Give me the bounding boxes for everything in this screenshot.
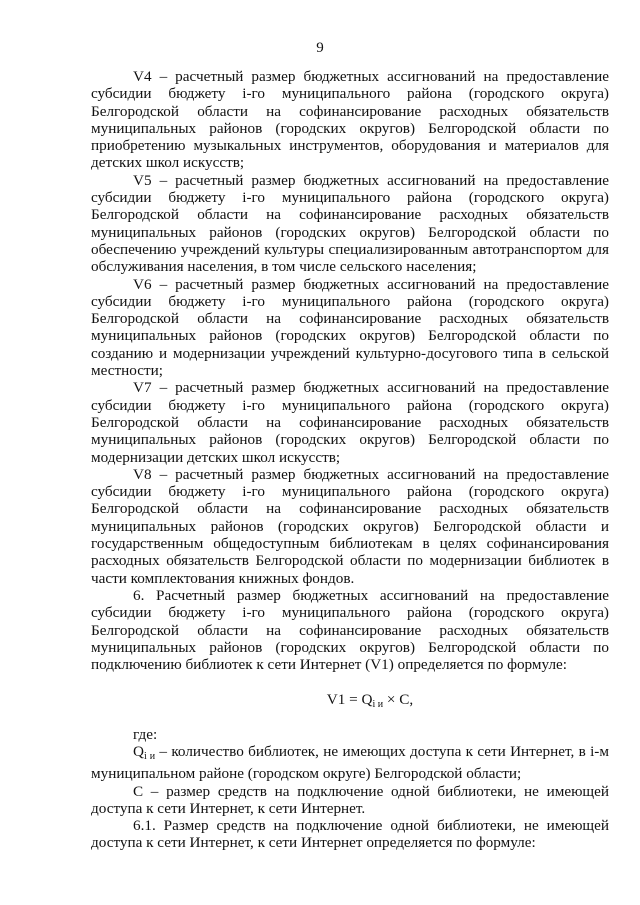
definition-q-symbol: Q <box>133 742 144 760</box>
paragraph-6: 6. Расчетный размер бюджетных ассигнований на предоставление субсидии бюджету i-го муниципального района (городского округа) Белгородской области на софинансирование расходных обязательств муниципальных районов (городских округов) Белгородской области по подключению библиотек к сети Интернет (V1) определяется по формуле: <box>91 586 609 674</box>
formula-lhs: V1 = Q <box>326 691 373 709</box>
paragraph-v6: V6 – расчетный размер бюджетных ассигнований на предоставление субсидии бюджету i-го муниципального района (городского округа) Белгородской области на софинансирование расходных обязательств муниципальных районов (городских округов) Белгородской области по созданию и модернизации учреждений культурно-досугового типа в сельской местности; <box>91 275 609 380</box>
paragraph-6-1: 6.1. Размер средств на подключение одной библиотеки, не имеющей доступа к сети Интернет, к сети Интернет определяется по формуле: <box>91 817 609 852</box>
document-body <box>91 68 609 852</box>
paragraph-v8: V8 – расчетный размер бюджетных ассигнований на предоставление субсидии бюджету i-го муниципального района (городского округа) Белгородской области на софинансирование расходных обязательств муниципальных районов (городских округов) Белгородской области и государственным общедоступным библиотекам в целях софинансирования расходных обязательств Белгородской области по модернизации библиотек в части комплектования книжных фондов. <box>91 465 609 587</box>
definition-q-subscript: i и <box>143 750 156 762</box>
formula-v1 <box>91 691 609 713</box>
paragraph-v5: V5 – расчетный размер бюджетных ассигнований на предоставление субсидии бюджету i-го муниципального района (городского округа) Белгородской области на софинансирование расходных обязательств муниципальных районов (городских округов) Белгородской области по обеспечению учреждений культуры специализированным автотранспортом для обслуживания населения, в том числе сельского населения; <box>91 171 609 276</box>
page-number: 9 <box>316 40 324 56</box>
formula-subscript: i и <box>372 699 384 711</box>
definition-q <box>91 743 609 783</box>
definition-q-text: – количество библиотек, не имеющих доступа к сети Интернет, в i-м муниципальном районе (городском округе) Белгородской области; <box>91 742 609 783</box>
where-label: где: <box>133 725 158 743</box>
paragraph-v4: V4 – расчетный размер бюджетных ассигнований на предоставление субсидии бюджету i-го муниципального района (городского округа) Белгородской области на софинансирование расходных обязательств муниципальных районов (городских округов) Белгородской области по приобретению музыкальных инструментов, оборудования и материалов для детских школ искусств; <box>91 68 609 172</box>
definition-c: С – размер средств на подключение одной библиотеки, не имеющей доступа к сети Интернет, к сети Интернет. <box>91 782 609 817</box>
paragraph-v7: V7 – расчетный размер бюджетных ассигнований на предоставление субсидии бюджету i-го муниципального района (городского округа) Белгородской области на софинансирование расходных обязательств муниципальных районов (городских округов) Белгородской области по модернизации детских школ искусств; <box>91 379 609 466</box>
formula-rhs: × C, <box>383 691 414 709</box>
